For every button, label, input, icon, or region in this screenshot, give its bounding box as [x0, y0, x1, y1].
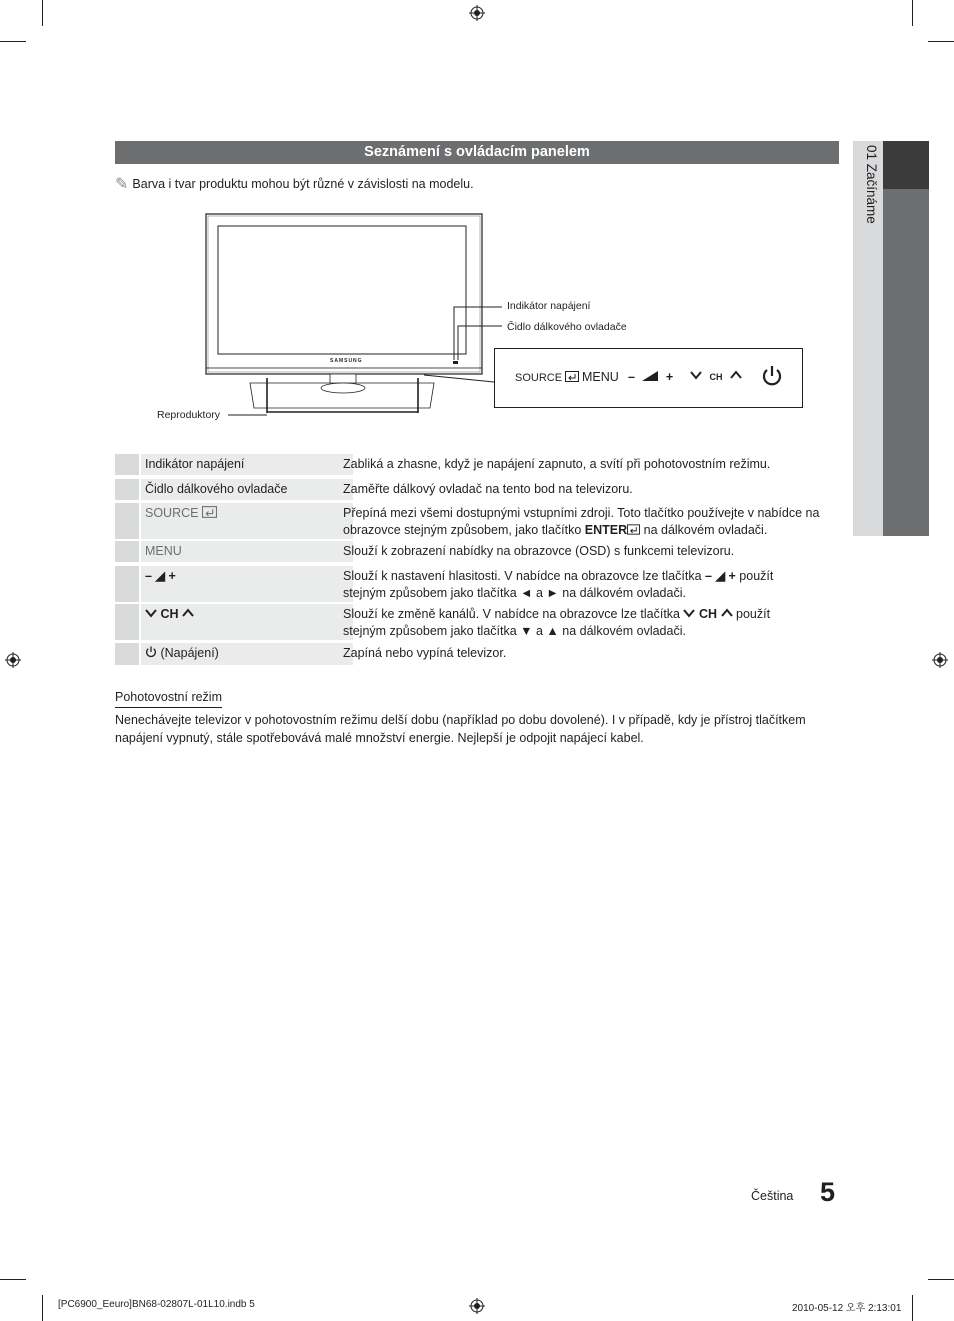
- chevron-down-icon: [683, 608, 695, 618]
- row-name: [141, 604, 353, 640]
- side-tab-edge: [883, 141, 929, 536]
- row-marker: [115, 566, 139, 602]
- row-name: [141, 503, 353, 539]
- row-desc-line: [343, 606, 839, 623]
- note-text: Barva i tvar produktu mohou být různé v závislosti na modelu.: [132, 177, 474, 191]
- table-row: [115, 643, 839, 665]
- registration-mark-icon: [469, 5, 485, 21]
- desc-text: použít: [732, 607, 771, 621]
- print-file-info: [PC6900_Eeuro]BN68-02807L-01L10.indb 5: [58, 1299, 255, 1310]
- row-desc-line: [343, 568, 839, 585]
- table-row: [115, 479, 839, 500]
- label-power-indicator: Indikátor napájení: [507, 300, 591, 312]
- power-icon: [761, 365, 783, 387]
- side-tab-marker: [883, 141, 929, 189]
- pencil-icon: ✎: [115, 176, 129, 193]
- note: [115, 174, 474, 194]
- row-desc-line: stejným způsobem jako tlačítka ◄ a ► na dálkovém ovladači.: [343, 586, 686, 600]
- side-tab-label-wrap: [853, 141, 883, 536]
- row-marker: [115, 604, 139, 640]
- row-name: MENU: [141, 541, 353, 562]
- crop-mark: [0, 41, 26, 42]
- panel-channel-buttons: [690, 369, 742, 383]
- enter-icon: [565, 371, 579, 382]
- panel-source-label: SOURCE: [515, 372, 563, 384]
- row-name: – ◢ +: [141, 566, 353, 602]
- enter-icon: [202, 506, 217, 518]
- table-row: [115, 503, 839, 539]
- enter-icon: [627, 524, 640, 535]
- crop-mark: [928, 1279, 954, 1280]
- chevron-down-icon: [145, 608, 157, 618]
- panel-menu-button: MENU: [582, 370, 619, 384]
- desc-text: obrazovce stejným způsobem, jako tlačítko: [343, 523, 585, 537]
- crop-mark: [928, 41, 954, 42]
- row-marker: [115, 503, 139, 539]
- crop-mark: [42, 1295, 43, 1321]
- crop-mark: [42, 0, 43, 26]
- minus-icon: –: [628, 370, 635, 384]
- row-desc-line: stejným způsobem jako tlačítka ▼ a ▲ na dálkovém ovladači.: [343, 624, 686, 638]
- row-desc: Zabliká a zhasne, když je napájení zapnuto, a svítí při pohotovostním režimu.: [343, 457, 771, 471]
- row-desc: [343, 566, 839, 602]
- desc-text: použít: [735, 569, 774, 583]
- crop-mark: [912, 0, 913, 26]
- row-marker: [115, 643, 139, 665]
- side-tab-label: 01 Začínáme: [864, 145, 879, 224]
- standby-line: Nenechávejte televizor v pohotovostním režimu delší dobu (například po dobu dovolené). I v případě, kdy je přístroj tlačítkem: [115, 713, 806, 727]
- chevron-up-icon: [721, 608, 733, 618]
- row-marker: [115, 454, 139, 475]
- ch-label: CH: [160, 607, 179, 621]
- label-remote-sensor: Čidlo dálkového ovladače: [507, 321, 627, 333]
- volume-buttons-label: – ◢ +: [705, 569, 736, 583]
- table-row: [115, 541, 839, 562]
- language-label: Čeština: [751, 1189, 794, 1203]
- panel-ch-label: CH: [709, 372, 723, 382]
- standby-paragraph: [115, 712, 839, 747]
- panel-source-button: [515, 371, 579, 384]
- plus-icon: +: [665, 370, 674, 384]
- desc-text: na dálkovém ovladači.: [640, 523, 768, 537]
- standby-line: napájení vypnutý, stále spotřebovává malé množství energie. Nejlepší je odpojit napájecí kabel.: [115, 730, 644, 745]
- label-speakers: Reproduktory: [157, 409, 221, 421]
- row-desc: [343, 503, 839, 539]
- desc-text: Slouží k nastavení hlasitosti. V nabídce na obrazovce lze tlačítka: [343, 569, 706, 583]
- row-desc-line: [343, 522, 839, 539]
- registration-mark-icon: [5, 652, 21, 668]
- crop-mark: [0, 1279, 26, 1280]
- standby-heading: Pohotovostní režim: [115, 690, 222, 708]
- table-row: [115, 604, 839, 640]
- tv-brand-logo: SAMSUNG: [330, 358, 363, 364]
- chevron-up-icon: [730, 370, 742, 380]
- row-name: Indikátor napájení: [141, 454, 353, 475]
- chevron-up-icon: [182, 608, 194, 618]
- row-name: [141, 643, 353, 665]
- chevron-down-icon: [690, 370, 702, 380]
- row-desc: Slouží k zobrazení nabídky na obrazovce (OSD) s funkcemi televizoru.: [343, 544, 735, 558]
- crop-mark: [912, 1295, 913, 1321]
- enter-label: ENTER: [584, 523, 628, 537]
- page-number: 5: [820, 1177, 836, 1207]
- print-timestamp: 2010-05-12 오후 2:13:01: [792, 1303, 902, 1314]
- row-marker: [115, 479, 139, 500]
- power-label: (Napájení): [160, 646, 219, 660]
- section-title: Seznámení s ovládacím panelem: [115, 141, 839, 164]
- ch-label: CH: [698, 607, 718, 621]
- table-row: [115, 566, 839, 602]
- row-marker: [115, 541, 139, 562]
- power-icon: [145, 646, 157, 658]
- table-row: [115, 454, 839, 475]
- desc-text: Slouží ke změně kanálů. V nabídce na obrazovce lze tlačítka: [343, 607, 684, 621]
- panel-volume-buttons: [628, 370, 673, 384]
- volume-icon: [642, 371, 658, 381]
- row-desc: Zapíná nebo vypíná televizor.: [343, 646, 507, 660]
- row-name: Čidlo dálkového ovladače: [141, 479, 353, 500]
- source-label: SOURCE: [145, 506, 199, 520]
- registration-mark-icon: [932, 652, 948, 668]
- row-desc-line: Přepíná mezi všemi dostupnými vstupními zdroji. Toto tlačítko používejte v nabídce na: [343, 506, 820, 520]
- row-desc: Zaměřte dálkový ovladač na tento bod na televizoru.: [343, 482, 633, 496]
- row-desc: [343, 604, 839, 640]
- registration-mark-icon: [469, 1298, 485, 1314]
